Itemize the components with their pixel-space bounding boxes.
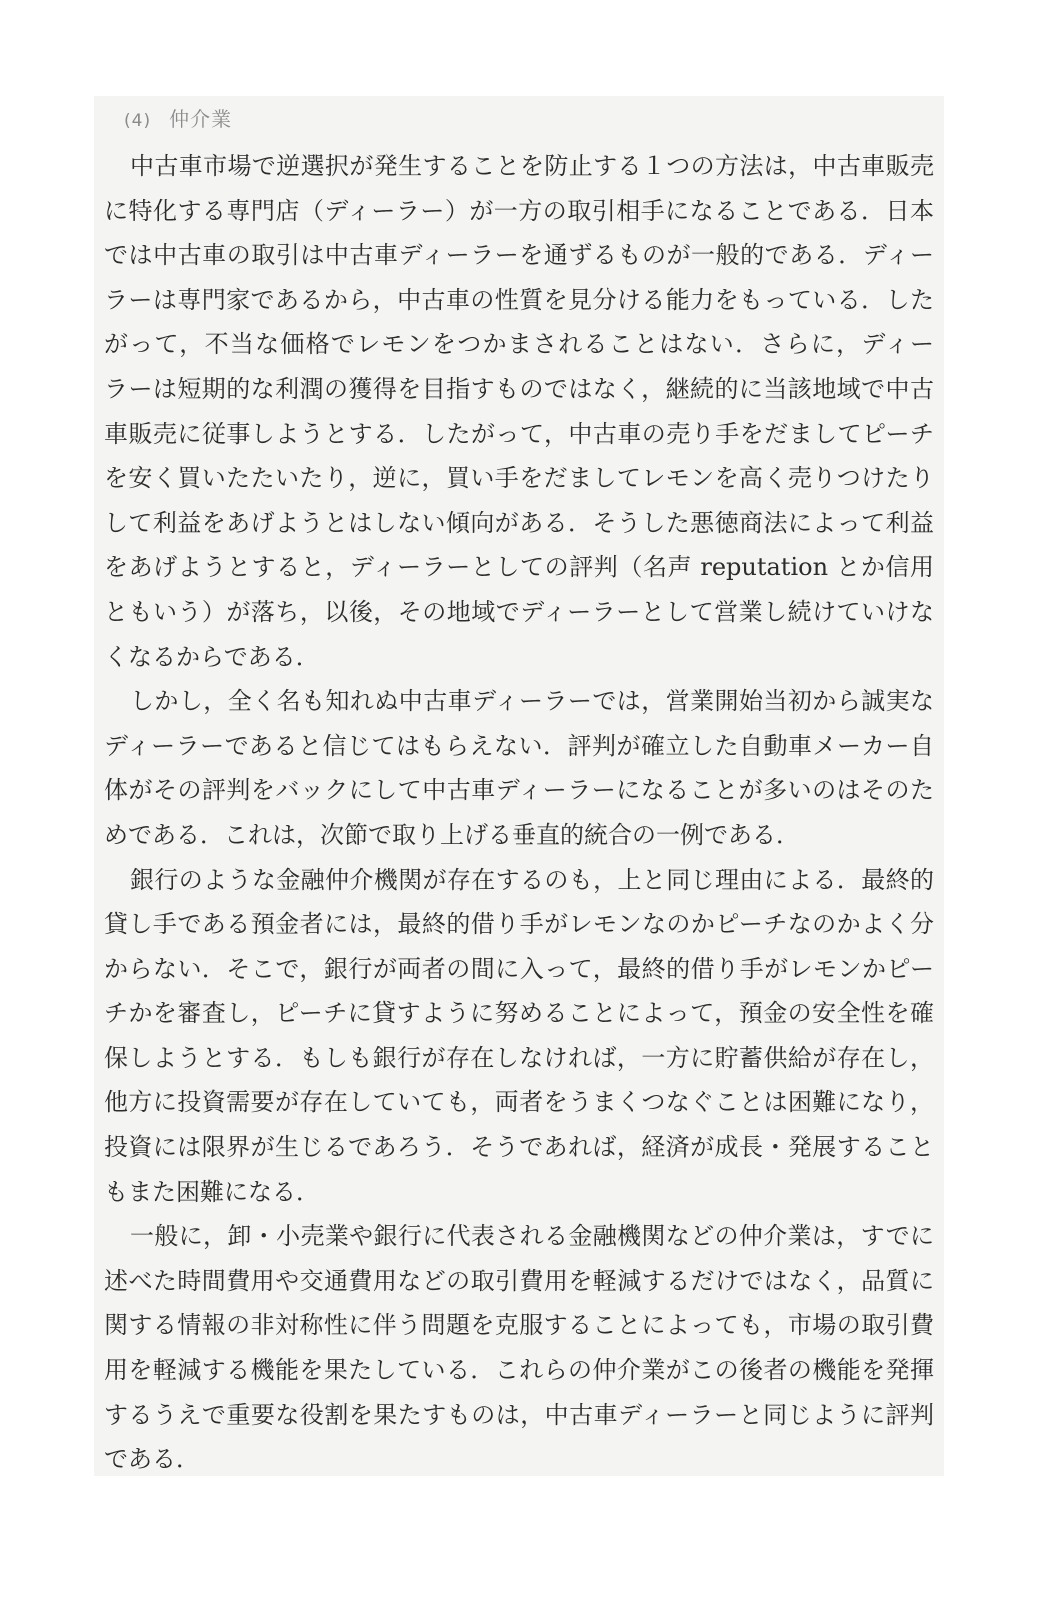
text-line: を安く買いたたいたり，逆に，買い手をだましてレモンを高く売りつけたり — [104, 464, 934, 493]
text-line: に特化する専門店（ディーラー）が一方の取引相手になることである．日本 — [104, 196, 934, 225]
text-line: するうえで重要な役割を果たすものは，中古車ディーラーと同じように評判 — [104, 1400, 934, 1429]
text-line: めである．これは，次節で取り上げる垂直的統合の一例である． — [104, 820, 800, 849]
text-line: 一般に，卸・小売業や銀行に代表される金融機関などの仲介業は，すでに — [130, 1222, 934, 1251]
text-line: 用を軽減する機能を果たしている．これらの仲介業がこの後者の機能を発揮 — [104, 1356, 934, 1385]
text-line: もまた困難になる． — [104, 1177, 320, 1206]
text-line: からない．そこで，銀行が両者の間に入って，最終的借り手がレモンかピー — [104, 954, 934, 983]
section-title: 仲介業 — [169, 107, 233, 131]
text-line: して利益をあげようとはしない傾向がある．そうした悪徳商法によって利益 — [104, 508, 934, 537]
text-line: 体がその評判をバックにして中古車ディーラーになることが多いのはそのた — [104, 776, 934, 805]
text-line: ラーは短期的な利潤の獲得を目指すものではなく，継続的に当該地域で中古 — [104, 374, 934, 403]
paragraph — [104, 144, 934, 679]
text-line: 車販売に従事しようとする．したがって，中古車の売り手をだましてピーチ — [104, 419, 934, 448]
text-line: ディーラーであると信じてはもらえない．評判が確立した自動車メーカー自 — [104, 731, 934, 760]
text-line: ともいう）が落ち，以後，その地域でディーラーとして営業し続けていけな — [104, 597, 934, 626]
text-line: 関する情報の非対称性に伴う問題を克服することによっても，市場の取引費 — [104, 1311, 934, 1340]
text-line: 貸し手である預金者には，最終的借り手がレモンなのかピーチなのかよく分 — [104, 910, 934, 939]
paragraph — [104, 1214, 934, 1482]
body-text — [104, 144, 934, 1482]
text-line: チかを審査し，ピーチに貸すように努めることによって，預金の安全性を確 — [104, 999, 934, 1028]
paragraph — [104, 679, 934, 857]
section-heading — [124, 103, 232, 132]
section-number: (4) — [124, 111, 152, 131]
text-line: くなるからである． — [104, 642, 320, 671]
text-line: では中古車の取引は中古車ディーラーを通ずるものが一般的である．ディー — [104, 241, 934, 270]
text-line: 中古車市場で逆選択が発生することを防止する１つの方法は，中古車販売 — [130, 152, 934, 180]
text-line: 他方に投資需要が存在していても，両者をうまくつなぐことは困難になり， — [104, 1088, 934, 1117]
text-line: をあげようとすると，ディーラーとしての評判（名声 reputation とか信用 — [104, 553, 934, 582]
text-line: である． — [104, 1445, 200, 1474]
text-line: ラーは専門家であるから，中古車の性質を見分ける能力をもっている．した — [104, 285, 934, 314]
text-line: 投資には限界が生じるであろう．そうであれば，経済が成長・発展すること — [104, 1133, 934, 1162]
text-line: 保しようとする．もしも銀行が存在しなければ，一方に貯蓄供給が存在し， — [104, 1043, 934, 1072]
text-line: しかし，全く名も知れぬ中古車ディーラーでは，営業開始当初から誠実な — [130, 687, 934, 716]
text-line: 述べた時間費用や交通費用などの取引費用を軽減するだけではなく，品質に — [104, 1266, 934, 1295]
text-line: がって，不当な価格でレモンをつかまされることはない．さらに，ディー — [104, 330, 934, 359]
text-line: 銀行のような金融仲介機関が存在するのも，上と同じ理由による．最終的 — [130, 865, 934, 894]
paragraph — [104, 858, 934, 1215]
